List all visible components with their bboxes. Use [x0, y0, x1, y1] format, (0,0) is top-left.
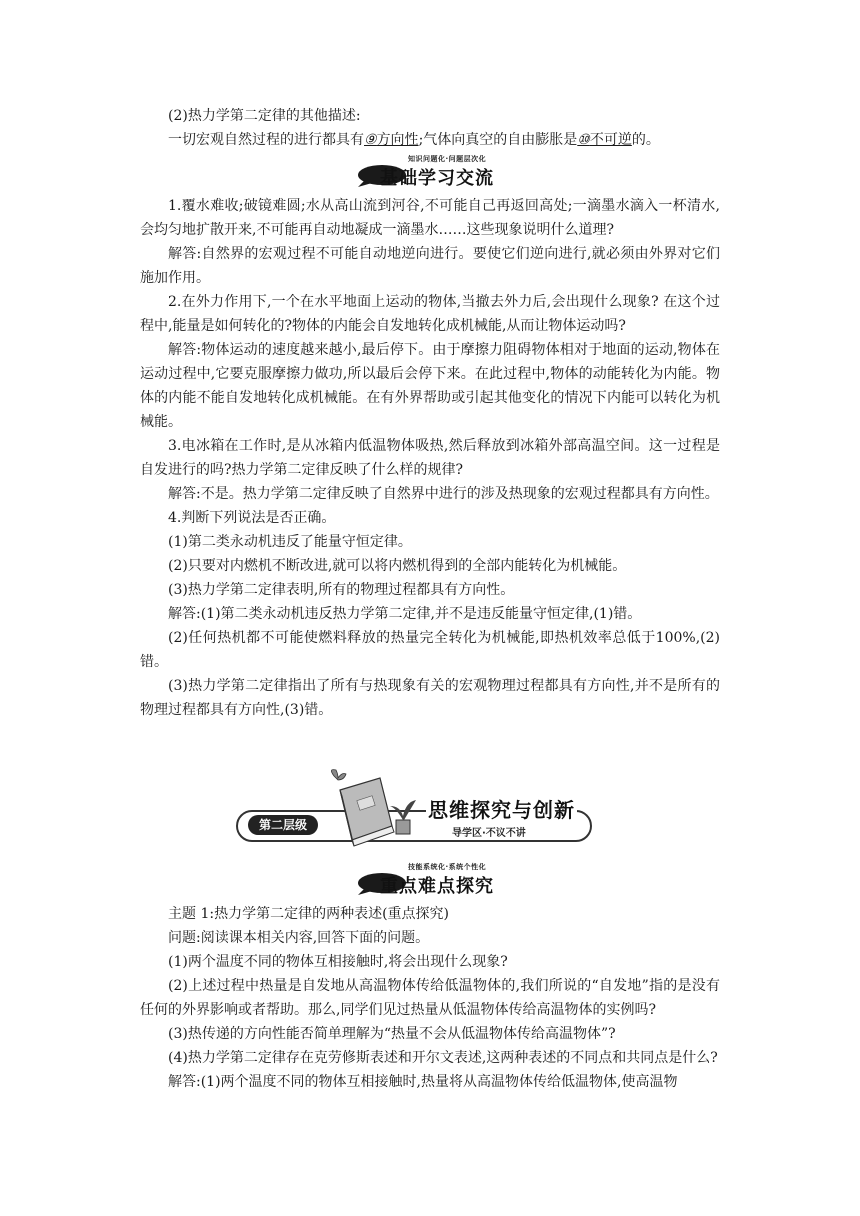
blank-10-answer: 不可逆	[589, 132, 632, 148]
topic-question-intro: 问题:阅读课本相关内容,回答下面的问题。	[168, 930, 430, 946]
banner-subtitle: 导学区·不议不讲	[452, 828, 526, 839]
section-title: 重点难点探究	[380, 876, 494, 897]
top-block	[140, 104, 720, 722]
statement-3: (3)热力学第二定律表明,所有的物理过程都具有方向性。	[168, 582, 515, 598]
section-tagline: 知识问题化·问题层次化	[408, 155, 487, 163]
topic-answer-1: 解答:(1)两个温度不同的物体互相接触时,热量将从高温物体传给低温物体,使高温物	[168, 1074, 678, 1090]
paragraph-fill-blanks	[140, 128, 720, 152]
blank-9	[364, 132, 419, 148]
book-plant-icon	[326, 768, 426, 848]
statement-1: (1)第二类永动机违反了能量守恒定律。	[168, 534, 412, 550]
topic-question-1: (1)两个温度不同的物体互相接触时,将会出现什么现象?	[168, 954, 508, 970]
text-span: ;气体向真空的自由膨胀是	[418, 132, 578, 148]
level-label: 第二层级	[248, 815, 318, 835]
topic-question-2: (2)上述过程中热量是自发地从高温物体传给低温物体的,我们所说的“自发地”指的是没有任何的外界影响或者帮助。那么,同学们见过热量从低温物体传给高温物体的实例吗?	[140, 978, 720, 1018]
level-banner	[236, 768, 596, 852]
circled-number-9: ⑨	[364, 132, 377, 148]
text-span: 的。	[631, 132, 660, 148]
statement-2: (2)只要对内燃机不断改进,就可以将内燃机得到的全部内能转化为机械能。	[168, 558, 627, 574]
question-3: 3.电冰箱在工作时,是从冰箱内低温物体吸热,然后释放到冰箱外部高温空间。这一过程是自发进行的吗?热力学第二定律反映了什么样的规律?	[140, 438, 720, 478]
bottom-block	[140, 860, 720, 1094]
section-tagline: 技能系统化·系统个性化	[408, 863, 487, 871]
topic-title: 主题 1:热力学第二定律的两种表述(重点探究)	[168, 906, 449, 922]
question-4: 4.判断下列说法是否正确。	[168, 510, 336, 526]
topic-question-3: (3)热传递的方向性能否简单理解为“热量不会从低温物体传给高温物体”?	[168, 1026, 616, 1042]
circled-number-10: ⑩	[577, 132, 590, 148]
question-2: 2.在外力作用下,一个在水平地面上运动的物体,当撤去外力后,会出现什么现象? 在这个过程中,能量是如何转化的?物体的内能会自发地转化成机械能,从而让物体运动吗?	[140, 294, 720, 334]
section-header-key-points	[140, 862, 720, 898]
blank-9-answer: 方向性	[376, 132, 419, 148]
answer-4-1: 解答:(1)第二类永动机违反热力学第二定律,并不是违反能量守恒定律,(1)错。	[168, 606, 642, 622]
answer-4-2: (2)任何热机都不可能使燃料释放的热量完全转化为机械能,即热机效率总低于100%,(2)错。	[140, 630, 720, 670]
answer-4-3: (3)热力学第二定律指出了所有与热现象有关的宏观物理过程都具有方向性,并不是所有的物理过程都具有方向性,(3)错。	[140, 678, 720, 718]
paragraph-other-descriptions: (2)热力学第二定律的其他描述:	[168, 108, 361, 124]
question-1: 1.覆水难收;破镜难圆;水从高山流到河谷,不可能自己再返回高处;一滴墨水滴入一杯清水,会均匀地扩散开来,不可能再自动地凝成一滴墨水……这些现象说明什么道理?	[140, 198, 720, 238]
section-title: 基础学习交流	[380, 168, 494, 189]
answer-3: 解答:不是。热力学第二定律反映了自然界中进行的涉及热现象的宏观过程都具有方向性。	[168, 486, 719, 502]
banner-title: 思维探究与创新	[426, 794, 577, 823]
answer-1: 解答:自然界的宏观过程不可能自动地逆向进行。要使它们逆向进行,就必须由外界对它们施加作用。	[140, 246, 720, 286]
topic-question-4: (4)热力学第二定律存在克劳修斯表述和开尔文表述,这两种表述的不同点和共同点是什么?	[168, 1050, 718, 1066]
answer-2: 解答:物体运动的速度越来越小,最后停下。由于摩擦力阻碍物体相对于地面的运动,物体在运动过程中,它要克服摩擦力做功,所以最后会停下来。在此过程中,物体的动能转化为内能。物体的内能不能自发地转化成机械能。在有外界帮助或引起其他变化的情况下内能可以转化为机械能。	[140, 342, 720, 430]
blank-10	[577, 132, 632, 148]
text-span: 一切宏观自然过程的进行都具有	[168, 132, 364, 148]
section-header-basic	[140, 154, 720, 190]
